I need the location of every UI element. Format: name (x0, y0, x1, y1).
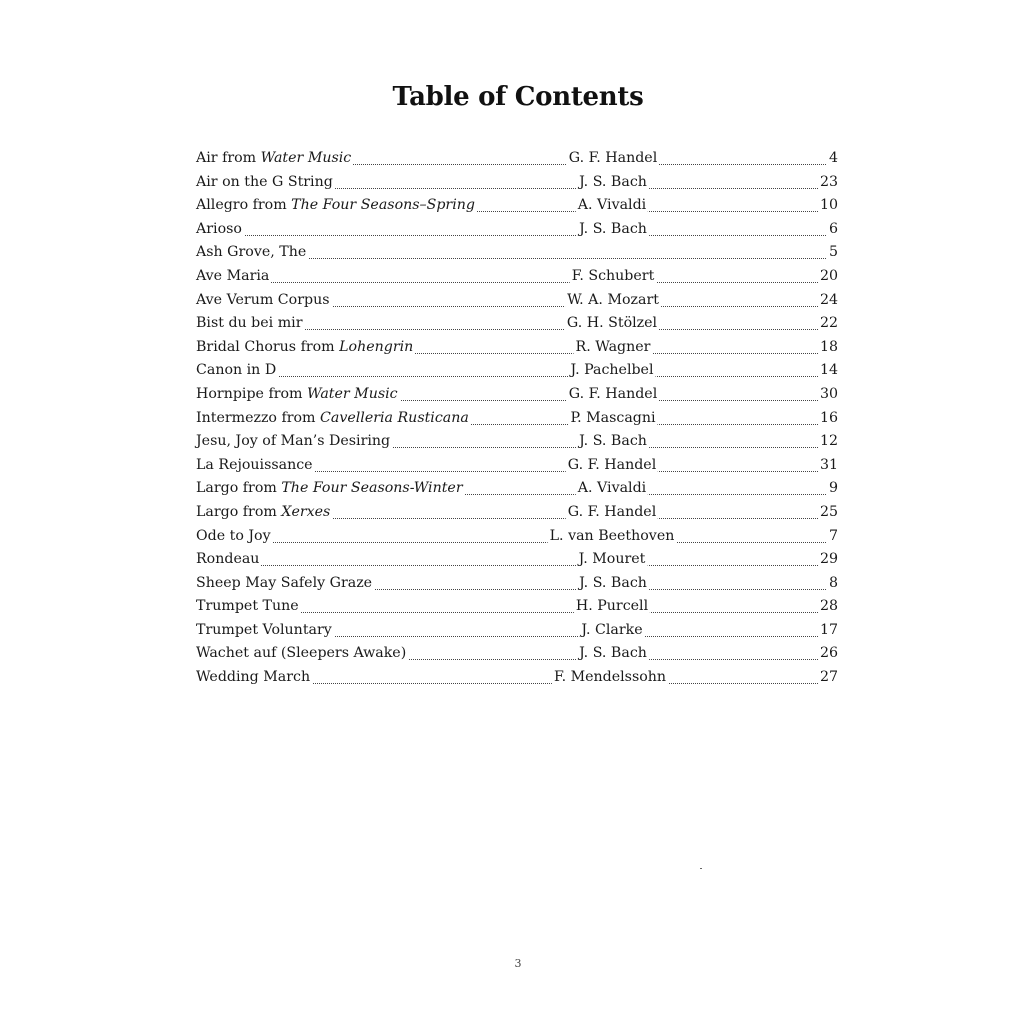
toc-entry (196, 383, 838, 407)
toc-entry (196, 147, 838, 171)
toc-entry-title (196, 241, 308, 265)
toc-entry (196, 454, 838, 478)
toc-list (196, 147, 838, 690)
toc-entry-composer: P. Mascagni (568, 407, 657, 431)
toc-entry-composer: G. F. Handel (567, 147, 659, 171)
toc-entry-page: 29 (818, 548, 838, 572)
title-italic: Water Music (306, 385, 398, 402)
toc-entry (196, 289, 838, 313)
toc-entry-composer: J. S. Bach (577, 430, 649, 454)
toc-entry-title (196, 265, 271, 289)
title-text: Ave Verum Corpus (196, 291, 330, 308)
title-text: Ash Grove, The (196, 244, 307, 261)
toc-entry-composer: A. Vivaldi (576, 477, 648, 501)
toc-entry-page: 5 (827, 241, 838, 265)
toc-entry-title (196, 194, 477, 218)
toc-entry-page: 18 (818, 336, 838, 360)
title-text: Allegro from (196, 197, 292, 214)
toc-entry-page: 14 (818, 359, 838, 383)
toc-entry-page: 12 (818, 430, 838, 454)
toc-entry-page: 24 (818, 289, 838, 313)
toc-entry-composer: J. Clarke (579, 619, 644, 643)
toc-entry-title (196, 548, 261, 572)
toc-entry-page: 20 (818, 265, 838, 289)
toc-entry-page: 28 (818, 595, 838, 619)
toc-entry (196, 265, 838, 289)
toc-entry-title (196, 477, 465, 501)
title-text: Ode to Joy (196, 527, 271, 544)
title-italic: Water Music (260, 150, 352, 166)
toc-entry (196, 336, 838, 360)
title-text: Air from (196, 150, 261, 166)
toc-entry (196, 312, 838, 336)
toc-entry (196, 572, 838, 596)
toc-entry-composer: L. van Beethoven (548, 525, 677, 549)
toc-entry-title (196, 642, 408, 666)
toc-entry (196, 666, 838, 690)
title-text: Ave Maria (196, 267, 270, 284)
toc-entry-composer: G. F. Handel (566, 501, 658, 525)
toc-entry-title (196, 312, 304, 336)
toc-entry-composer: J. S. Bach (577, 171, 649, 195)
title-italic: Xerxes (281, 503, 331, 520)
toc-entry (196, 525, 838, 549)
dot-leader (196, 375, 838, 377)
toc-entry-title (196, 501, 332, 525)
title-text: Largo from (196, 503, 282, 520)
toc-entry-title (196, 218, 244, 242)
toc-entry (196, 477, 838, 501)
toc-entry-composer: H. Purcell (574, 595, 650, 619)
toc-entry (196, 619, 838, 643)
toc-entry (196, 501, 838, 525)
dot-leader (196, 281, 838, 283)
toc-entry-composer: A. Vivaldi (576, 194, 648, 218)
toc-entry-composer: F. Mendelssohn (552, 666, 668, 690)
toc-entry (196, 430, 838, 454)
toc-entry-page: 17 (818, 619, 838, 643)
toc-entry-page: 16 (818, 407, 838, 431)
title-text: Trumpet Tune (196, 598, 299, 615)
title-text: Trumpet Voluntary (196, 621, 332, 638)
title-text: Bridal Chorus from (196, 338, 340, 355)
title-italic: Lohengrin (339, 338, 414, 355)
toc-entry-page: 22 (818, 312, 838, 336)
toc-entry-title (196, 289, 332, 313)
toc-entry (196, 548, 838, 572)
toc-entry-page: 8 (827, 572, 838, 596)
page-title: Table of Contents (392, 82, 644, 112)
toc-entry-title (196, 454, 315, 478)
toc-entry-title (196, 430, 392, 454)
title-text: Air on the G String (196, 173, 333, 190)
toc-entry-title (196, 359, 278, 383)
title-text: Intermezzo from (196, 409, 321, 426)
toc-entry-page: 7 (827, 525, 838, 549)
toc-entry-title (196, 619, 334, 643)
toc-entry-composer: R. Wagner (574, 336, 653, 360)
dot-leader (196, 564, 838, 566)
toc-entry-page: 23 (818, 171, 838, 195)
title-italic: The Four Seasons-Winter (281, 480, 463, 497)
toc-entry-title (196, 171, 335, 195)
title-text: Wachet auf (Sleepers Awake) (196, 645, 407, 662)
toc-entry-composer: W. A. Mozart (565, 289, 661, 313)
toc-entry-page: 31 (818, 454, 838, 478)
toc-entry-page: 27 (818, 666, 838, 690)
toc-entry-title (196, 595, 301, 619)
title-text: Wedding March (196, 669, 311, 686)
title-text: La Rejouissance (196, 456, 313, 473)
toc-entry-page: 10 (818, 194, 838, 218)
toc-entry-composer: J. Mouret (577, 548, 648, 572)
page-number: 3 (514, 957, 522, 970)
toc-entry-composer: J. Pachelbel (568, 359, 655, 383)
title-text: Jesu, Joy of Man’s Desiring (196, 433, 391, 450)
toc-entry (196, 218, 838, 242)
title-italic: Cavelleria Rusticana (320, 409, 469, 426)
toc-entry-title (196, 572, 374, 596)
toc-entry-composer: F. Schubert (570, 265, 657, 289)
toc-entry-page: 26 (818, 642, 838, 666)
title-text: Rondeau (196, 551, 260, 568)
dot-leader (196, 234, 838, 236)
toc-entry (196, 171, 838, 195)
title-text: Bist du bei mir (196, 315, 303, 332)
toc-entry-composer: G. F. Handel (567, 383, 659, 407)
toc-entry-composer: J. S. Bach (577, 218, 649, 242)
toc-entry-title (196, 407, 471, 431)
toc-entry (196, 407, 838, 431)
toc-entry (196, 359, 838, 383)
toc-entry-composer: J. S. Bach (577, 642, 649, 666)
title-text: Arioso (196, 220, 242, 237)
scan-speck (700, 868, 702, 869)
toc-entry-page: 4 (827, 147, 838, 171)
toc-entry (196, 194, 838, 218)
toc-entry (196, 241, 838, 265)
toc-entry-composer: J. S. Bach (577, 572, 649, 596)
toc-entry-composer: G. F. Handel (566, 454, 658, 478)
toc-entry-title (196, 525, 273, 549)
title-text: Largo from (196, 480, 282, 497)
toc-entry (196, 595, 838, 619)
toc-entry-title (196, 383, 400, 407)
toc-entry-title (196, 666, 312, 690)
title-text: Hornpipe from (196, 385, 307, 402)
toc-entry-page: 9 (827, 477, 838, 501)
toc-entry-title (196, 336, 415, 360)
dot-leader (196, 541, 838, 543)
toc-entry-page: 30 (818, 383, 838, 407)
toc-entry-title (196, 147, 353, 171)
toc-entry-page: 25 (818, 501, 838, 525)
title-italic: The Four Seasons–Spring (291, 197, 475, 214)
title-text: Canon in D (196, 362, 277, 379)
title-text: Sheep May Safely Graze (196, 574, 373, 591)
toc-entry (196, 642, 838, 666)
toc-entry-page: 6 (827, 218, 838, 242)
toc-entry-composer: G. H. Stölzel (565, 312, 659, 336)
